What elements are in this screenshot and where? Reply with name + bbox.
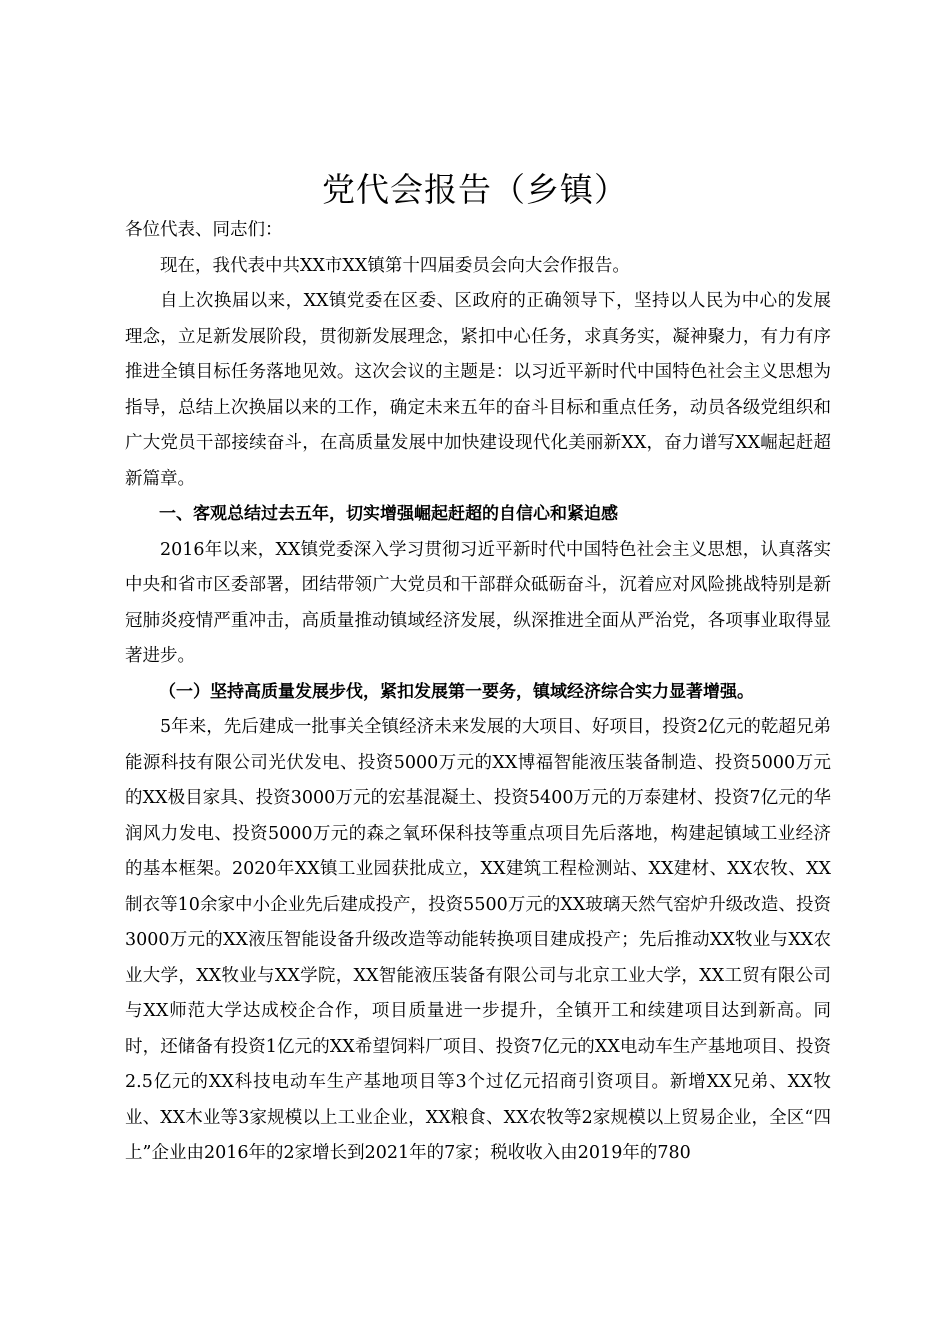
salutation: 各位代表、同志们：: [125, 220, 283, 240]
paragraph-summary: 2016年以来，XX镇党委深入学习贯彻习近平新时代中国特色社会主义思想，认真落实中央和省市区委部署，团结带领广大党员和干部群众砥砺奋斗，沉着应对风险挑战特别是新冠肺炎疫情严重冲击，高质量推动镇域经济发展，纵深推进全面从严治党，各项事业取得显著进步。: [125, 539, 831, 666]
document-body: [125, 213, 831, 1172]
paragraph-opening: 现在，我代表中共XX市XX镇第十四届委员会向大会作报告。: [160, 255, 630, 276]
paragraph-projects: 5年来，先后建成一批事关全镇经济未来发展的大项目、好项目，投资2亿元的乾超兄弟能源科技有限公司光伏发电、投资5000万元的XX博福智能液压装备制造、投资5000万元的XX极目家具、投资3000万元的宏基混凝土、投资5400万元的万泰建材、投资7亿元的华润风力发电、投资5000万元的森之氧环保科技等重点项目先后落地，构建起镇域工业经济的基本框架。2020年XX镇工业园获批成立，XX建筑工程检测站、XX建材、XX农牧、XX制衣等10余家中小企业先后建成投产，投资5500万元的XX玻璃天然气窑炉升级改造、投资3000万元的XX液压智能设备升级改造等动能转换项目建成投产；先后推动XX牧业与XX农业大学，XX牧业与XX学院，XX智能液压装备有限公司与北京工业大学，XX工贸有限公司与XX师范大学达成校企合作，项目质量进一步提升，全镇开工和续建项目达到新高。同时，还储备有投资1亿元的XX希望饲料厂项目、投资7亿元的XX电动车生产基地项目、投资2.5亿元的XX科技电动车生产基地项目等3个过亿元招商引资项目。新增XX兄弟、XX牧业、XX木业等3家规模以上工业企业，XX粮食、XX农牧等2家规模以上贸易企业，全区“四上”企业由2016年的2家增长到2021年的7家；税收收入由2019年的780: [125, 717, 831, 1163]
paragraph-theme: 自上次换届以来，XX镇党委在区委、区政府的正确领导下，坚持以人民为中心的发展理念，立足新发展阶段，贯彻新发展理念，紧扣中心任务，求真务实，凝神聚力，有力有序推进全镇目标任务落地见效。这次会议的主题是：以习近平新时代中国特色社会主义思想为指导，总结上次换届以来的工作，确定未来五年的奋斗目标和重点任务，动员各级党组织和广大党员干部接续奋斗，在高质量发展中加快建设现代化美丽新XX，奋力谱写XX崛起赶超新篇章。: [125, 291, 831, 489]
section-heading-1: 一、客观总结过去五年，切实增强崛起赶超的自信心和紧迫感: [159, 504, 618, 524]
document-title: 党代会报告（乡镇）: [322, 170, 628, 209]
subsection-heading-1: （一）坚持高质量发展步伐，紧扣发展第一要务，镇域经济综合实力显著增强。: [159, 681, 754, 702]
